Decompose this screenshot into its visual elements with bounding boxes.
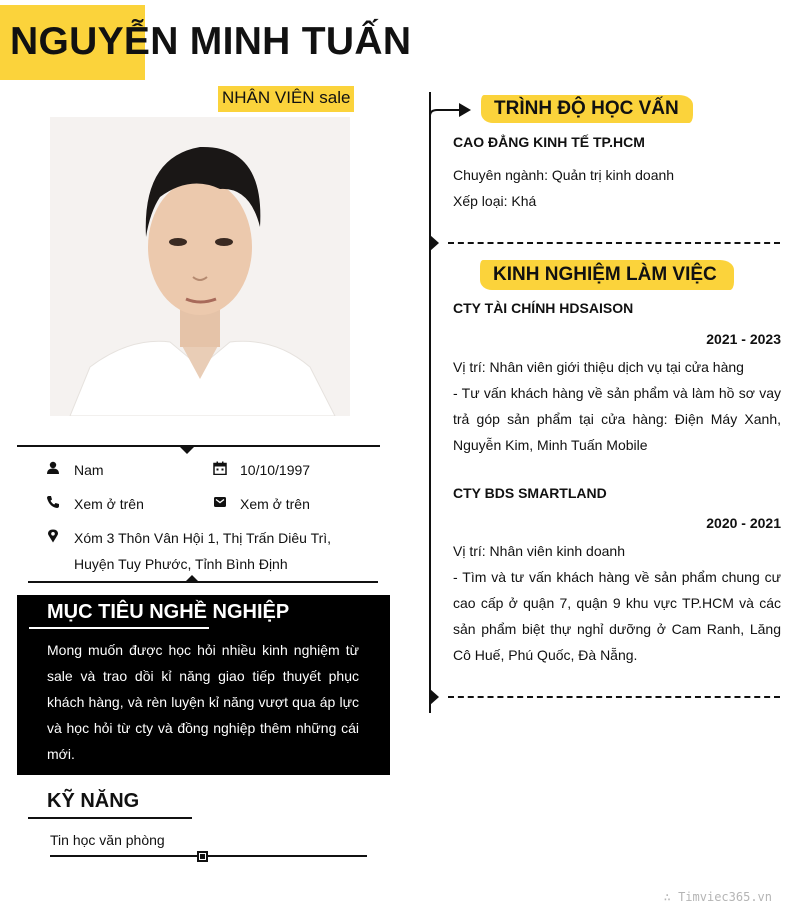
objective-text: Mong muốn được học hỏi nhiều kinh nghiệm từ sale và trao dồi kỉ năng giao tiếp thuyết phục khách hàng, và rèn luyện kỉ năng vượt qua áp lực và học hỏi từ cty và đồng nghiệp thêm những cái mới. [47,642,359,762]
candidate-name: NGUYỄN MINH TUẤN [10,20,412,63]
watermark: ∴ Timviec365.vn [663,890,772,904]
phone-value: Xem ở trên [74,496,144,512]
calendar-icon [213,461,227,475]
job-title: NHÂN VIÊN sale [218,86,354,112]
job-company: CTY TÀI CHÍNH HDSAISON [453,300,634,316]
user-icon [46,461,60,475]
profile-photo [50,117,350,416]
timeline-line [429,92,431,713]
experience-title: KINH NGHIỆM LÀM VIỆC [493,264,717,285]
birthday-value: 10/10/1997 [240,462,311,478]
skills-title: KỸ NĂNG [47,790,140,812]
job-years: 2020 - 2021 [706,515,781,531]
info-top-marker [179,446,195,454]
section-divider-1 [448,242,780,244]
job-position: Vị trí: Nhân viên kinh doanh [453,543,625,559]
skill-name: Tin học văn phòng [50,832,165,848]
job-company: CTY BDS SMARTLAND [453,485,607,501]
skill-level-knob [197,851,208,862]
map-pin-icon [46,529,60,543]
education-school: CAO ĐẲNG KINH TẾ TP.HCM [453,134,645,150]
arrow-right-icon [429,98,473,122]
education-grade: Xếp loại: Khá [453,193,537,209]
education-major: Chuyên ngành: Quản trị kinh doanh [453,167,675,183]
phone-icon [46,495,60,509]
address-line-1: Xóm 3 Thôn Vân Hội 1, Thị Trấn Diêu Trì, [74,530,332,546]
gender-value: Nam [74,462,104,478]
objective-underline [29,627,209,629]
section-divider-2 [448,696,780,698]
job-description: - Tư vấn khách hàng về sản phẩm và làm hồ sơ vay trả góp sản phẩm tại cửa hàng: Điện Máy Xanh, Nguyễn Kim, Minh Tuấn Mobile [453,385,781,453]
skill-level-bar [50,855,367,857]
job-years: 2021 - 2023 [706,331,781,347]
envelope-icon [213,495,227,509]
info-top-rule [17,445,380,447]
job-position: Vị trí: Nhân viên giới thiệu dịch vụ tại cửa hàng [453,359,744,375]
objective-title: MỤC TIÊU NGHỀ NGHIỆP [47,601,290,623]
job-description: - Tìm và tư vấn khách hàng về sản phẩm chung cư cao cấp ở quận 7, quận 9 khu vực TP.HCM và các sản phẩm biệt thự nghỉ dưỡng ở Cam Ranh, Lăng Cô Huế, Phú Quốc, Đà Nẵng. [453,569,781,663]
timeline-marker-1 [430,235,439,251]
career-objective-box [17,595,390,775]
address-line-2: Huyện Tuy Phước, Tỉnh Bình Định [74,556,288,572]
email-value: Xem ở trên [240,496,310,512]
info-bottom-rule [28,581,378,583]
timeline-marker-2 [430,689,439,705]
skills-underline [28,817,192,819]
info-bottom-marker [184,575,200,583]
education-title: TRÌNH ĐỘ HỌC VẤN [494,98,679,119]
